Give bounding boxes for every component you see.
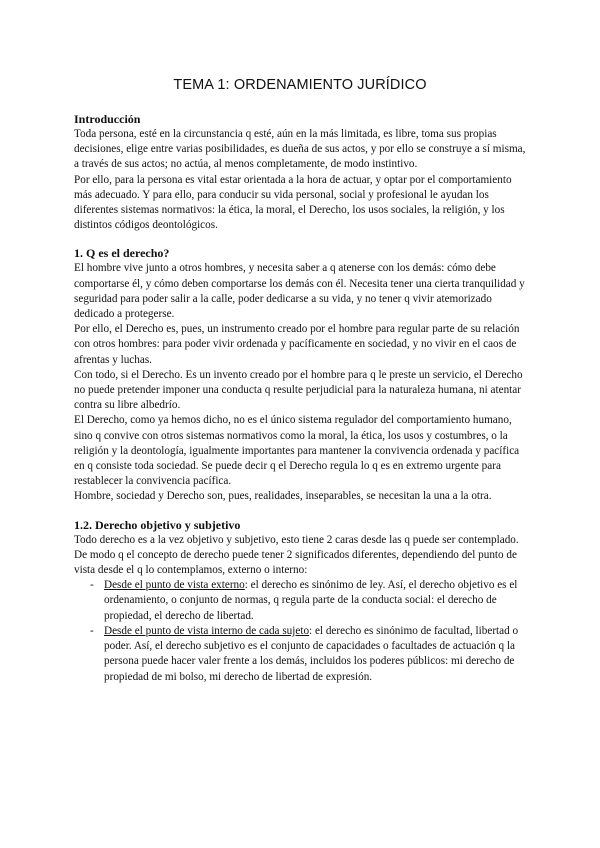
list-item	[74, 578, 526, 624]
list-item-lead: Desde el punto de vista externo	[104, 579, 245, 592]
bullet-list	[74, 578, 526, 684]
document-body	[74, 112, 526, 685]
paragraph: Hombre, sociedad y Derecho son, pues, realidades, inseparables, se necesitan la una a la otra.	[74, 490, 492, 503]
paragraph: Toda persona, esté en la circunstancia q esté, aún en la más limitada, es libre, toma sus propias decisiones, elige entre varias posibilidades, es dueña de sus actos, y por ello se construye a sí misma, a través de sus actos; no actúa, al menos completamente, de modo instintivo.	[74, 128, 526, 171]
section-heading-1-2: 1.2. Derecho objetivo y subjetivo	[74, 517, 241, 532]
paragraph: El hombre vive junto a otros hombres, y necesita saber a q atenerse con los demás: cómo debe comportarse él, y cómo deben comportarse los demás con él. Necesita tener una cierta tranquilidad y seguridad para poder salir a la calle, poder dedicarse a su vida, y no tener q vivir atemorizado dedicado a protegerse.	[74, 262, 525, 321]
paragraph: El Derecho, como ya hemos dicho, no es el único sistema regulador del comportamiento humano, sino q convive con otros sistemas normativos como la moral, la ética, los usos y costumbres, o la religión y la deontología, igualmente importantes para mantener la convivencia ordenada y pacífica en q consiste toda sociedad. Se puede decir q el Derecho regula lo q es en extremo urgente para restablecer la convivencia pacífica.	[74, 414, 520, 488]
paragraph: Por ello, el Derecho es, pues, un instrumento creado por el hombre para regular parte de su relación con otros hombres: para poder vivir ordenada y pacíficamente en sociedad, y no vivir en el caos de afrentas y luchas.	[74, 323, 520, 366]
section-heading-1: 1. Q es el derecho?	[74, 246, 170, 261]
list-item-text: : el derecho es sinónimo de facultad, libertad o poder. Así, el derecho subjetivo es el conjunto de capacidades o facultades de actuación q la persona puede hacer valer frente a los demás, incluidos los poderes públicos: mi derecho de propiedad de mi bolso, mi derecho de libertad de expresión.	[104, 624, 519, 683]
paragraph: Con todo, si el Derecho. Es un invento creado por el hombre para q le preste un servicio, el Derecho no puede pretender imponer una conducta q resulte perjudicial para la naturaleza humana, ni atentar contra su libre albedrío.	[74, 368, 523, 412]
paragraph: Todo derecho es a la vez objetivo y subjetivo, esto tiene 2 caras desde las q puede ser contemplado. De modo q el concepto de derecho puede tener 2 significados diferentes, dependiendo del punto de vista desde el q lo contemplamos, externo o interno:	[74, 533, 519, 577]
section-heading-introduccion: Introducción	[74, 112, 141, 126]
paragraph: Por ello, para la persona es vital estar orientada a la hora de actuar, y optar por el comportamiento más adecuado. Y para ello, para conducir su vida personal, social y profesional le ayudan los diferentes sistemas normativos: la ética, la moral, el Derecho, los usos sociales, la religión, y los distintos códigos deontológicos.	[74, 173, 512, 232]
dash-bullet: -	[90, 579, 94, 592]
page-title: TEMA 1: ORDENAMIENTO JURÍDICO	[173, 77, 427, 93]
section-introduccion	[74, 112, 526, 233]
list-item-text: : el derecho es sinónimo de ley. Así, el derecho objetivo es el ordenamiento, o conjunto de normas, q regula parte de la conducta social: el derecho de propiedad, el derecho de libertad.	[104, 579, 518, 622]
section-derecho-objetivo-subjetivo	[74, 518, 526, 685]
list-item	[74, 624, 526, 685]
section-que-es-el-derecho	[74, 246, 526, 504]
dash-bullet: -	[90, 624, 94, 637]
list-item-lead: Desde el punto de vista interno de cada sujeto	[104, 624, 310, 637]
